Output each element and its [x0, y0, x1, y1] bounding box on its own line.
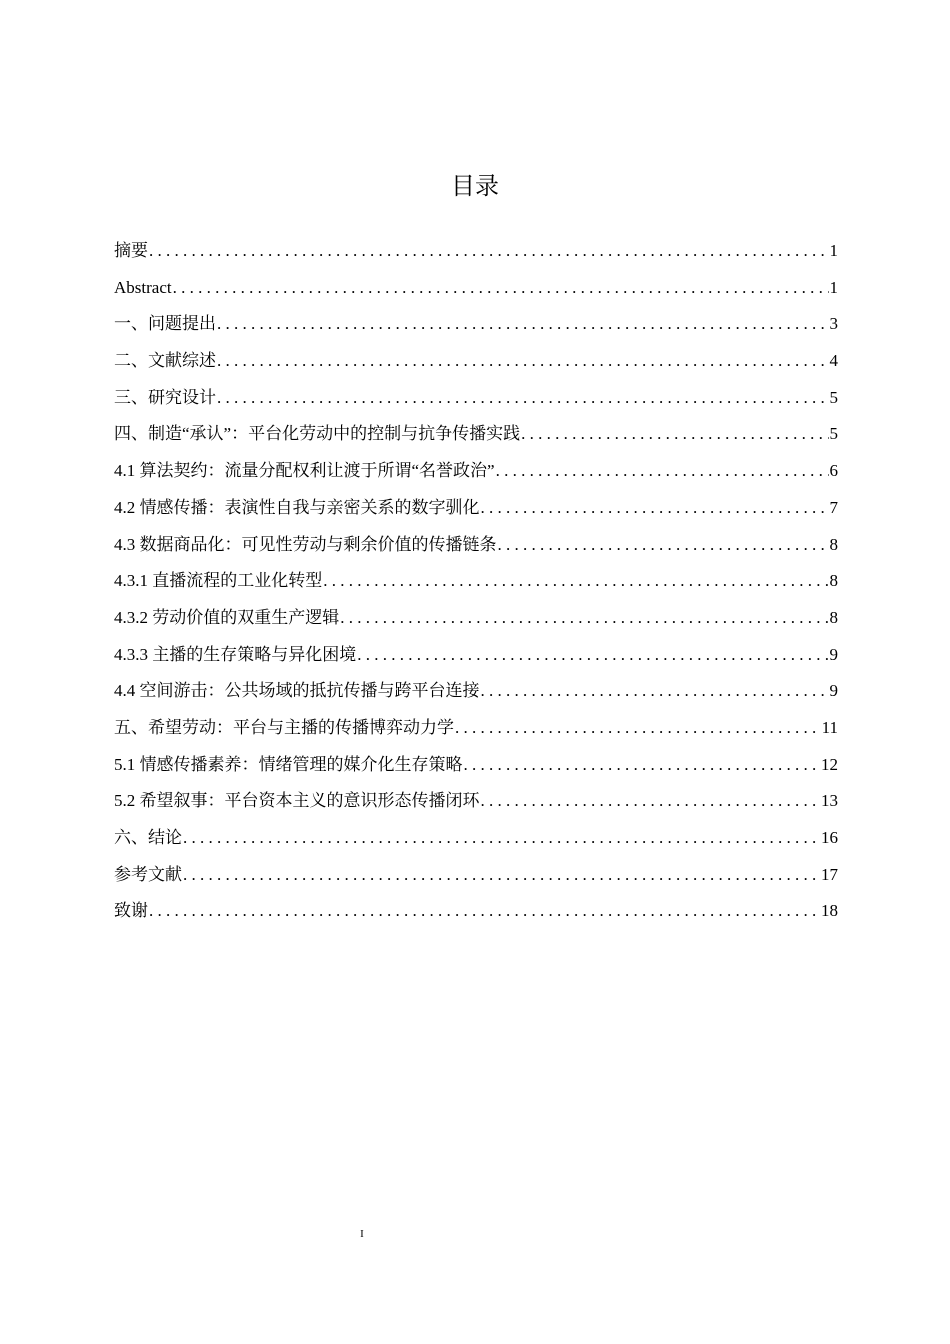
dot-leader	[183, 820, 820, 857]
toc-entry-label: 三、研究设计	[114, 387, 216, 407]
toc-entry-page: 16	[821, 828, 838, 847]
dot-leader	[496, 453, 829, 490]
toc-entry-label: 一、问题提出	[114, 314, 216, 334]
toc-entry-label: 四、制造“承认”：平台化劳动中的控制与抗争传播实践	[114, 424, 521, 444]
toc-entry[interactable]	[114, 306, 838, 343]
dot-leader	[455, 710, 821, 747]
toc-entry[interactable]	[114, 673, 838, 710]
toc-entry-label: 参考文献	[114, 864, 182, 884]
toc-entry[interactable]	[114, 857, 838, 894]
toc-entry-page: 7	[829, 497, 838, 517]
toc-entry-page: 1	[829, 277, 838, 297]
toc-entry-label: 4.1 算法契约：流量分配权利让渡于所谓“名誉政治”	[114, 461, 495, 481]
dot-leader	[521, 416, 828, 453]
toc-entry[interactable]	[114, 343, 838, 380]
toc-entry[interactable]	[114, 563, 838, 600]
toc-entry-page: 1	[829, 241, 838, 260]
toc-entry-page: 13	[821, 791, 838, 811]
toc-entry[interactable]	[114, 270, 838, 307]
dot-leader	[340, 600, 828, 637]
dot-leader	[149, 233, 829, 270]
toc-entry-page: 5	[829, 424, 838, 444]
toc-entry-label: 致谢	[114, 901, 148, 921]
toc-entry-label: 4.3.1 直播流程的工业化转型	[114, 571, 323, 591]
toc-entry-page: 8	[829, 571, 838, 591]
toc-entry-page: 5	[829, 387, 838, 407]
toc-entry-page: 6	[829, 461, 838, 481]
toc-entry-page: 17	[821, 864, 838, 884]
toc-entry[interactable]	[114, 637, 838, 674]
toc-entry-label: 4.4 空间游击：公共场域的抵抗传播与跨平台连接	[114, 681, 480, 701]
toc-entry[interactable]	[114, 600, 838, 637]
toc-entry[interactable]	[114, 783, 838, 820]
dot-leader	[498, 527, 829, 564]
toc-entry[interactable]	[114, 893, 838, 930]
toc-entry-label: 六、结论	[114, 828, 182, 847]
toc-entry[interactable]	[114, 453, 838, 490]
toc-entry[interactable]	[114, 527, 838, 564]
dot-leader	[217, 343, 829, 380]
toc-entry-label: 4.3 数据商品化：可见性劳动与剩余价值的传播链条	[114, 534, 497, 554]
toc-entry-label: 五、希望劳动：平台与主播的传播博弈动力学	[114, 717, 454, 737]
toc-entry-label: Abstract	[114, 277, 172, 297]
dot-leader	[217, 306, 829, 343]
toc-entry-label: 4.3.2 劳动价值的双重生产逻辑	[114, 607, 340, 627]
toc-entry-page: 4	[829, 351, 838, 371]
toc-entry-label: 摘要	[114, 241, 148, 260]
toc-entry-page: 9	[829, 681, 838, 701]
toc-entry-label: 4.3.3 主播的生存策略与异化困境	[114, 644, 357, 664]
toc-entry-label: 二、文献综述	[114, 351, 216, 371]
page-number: I	[360, 1228, 364, 1240]
toc-entry-label: 4.2 情感传播：表演性自我与亲密关系的数字驯化	[114, 497, 480, 517]
toc-entry-label: 5.1 情感传播素养：情绪管理的媒介化生存策略	[114, 754, 463, 774]
toc-entry[interactable]	[114, 380, 838, 417]
dot-leader	[481, 783, 821, 820]
table-of-contents	[114, 233, 838, 930]
dot-leader	[464, 747, 821, 784]
toc-entry-label: 5.2 希望叙事：平台资本主义的意识形态传播闭环	[114, 791, 480, 811]
toc-entry-page: 11	[821, 717, 838, 737]
toc-entry-page: 3	[829, 314, 838, 334]
dot-leader	[357, 637, 828, 674]
toc-entry-page: 8	[829, 534, 838, 554]
toc-entry[interactable]	[114, 490, 838, 527]
toc-entry-page: 9	[829, 644, 838, 664]
toc-title: 目录	[451, 172, 499, 200]
dot-leader	[481, 673, 829, 710]
toc-entry[interactable]	[114, 416, 838, 453]
dot-leader	[481, 490, 829, 527]
toc-entry[interactable]	[114, 820, 838, 857]
toc-entry[interactable]	[114, 710, 838, 747]
toc-entry-page: 18	[821, 901, 838, 921]
toc-entry-page: 8	[829, 607, 838, 627]
dot-leader	[173, 270, 829, 307]
toc-entry[interactable]	[114, 747, 838, 784]
dot-leader	[323, 563, 828, 600]
dot-leader	[217, 380, 829, 417]
dot-leader	[183, 857, 820, 894]
toc-entry[interactable]	[114, 233, 838, 270]
toc-entry-page: 12	[821, 754, 838, 774]
dot-leader	[149, 893, 820, 930]
